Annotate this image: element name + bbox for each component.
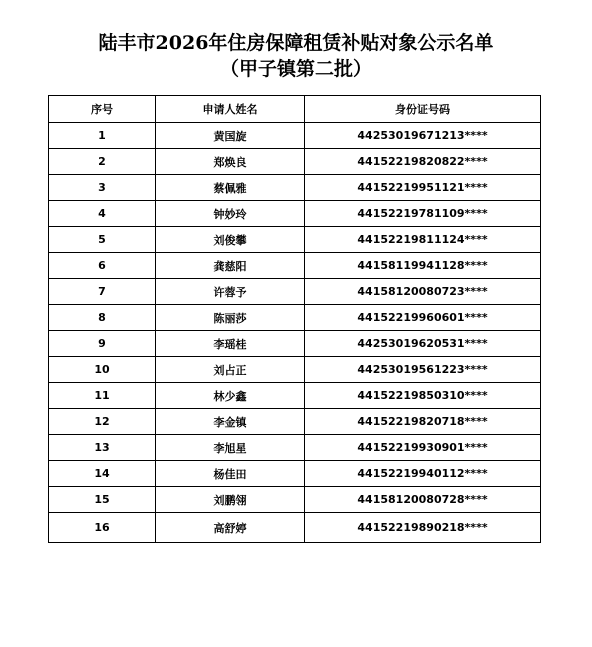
cell-serial-number: 8 — [49, 305, 156, 331]
page-title — [0, 30, 592, 82]
cell-applicant-name: 刘俊攀 — [156, 227, 305, 253]
cell-applicant-name: 刘鹏翎 — [156, 487, 305, 513]
cell-serial-number: 1 — [49, 123, 156, 149]
table-row — [49, 409, 541, 435]
cell-serial-number: 16 — [49, 513, 156, 543]
cell-id-number: 44158120080728**** — [305, 487, 541, 513]
cell-applicant-name: 李旭星 — [156, 435, 305, 461]
cell-id-number: 44152219781109**** — [305, 201, 541, 227]
cell-serial-number: 10 — [49, 357, 156, 383]
cell-serial-number: 4 — [49, 201, 156, 227]
cell-serial-number: 7 — [49, 279, 156, 305]
cell-serial-number: 11 — [49, 383, 156, 409]
cell-applicant-name: 钟妙玲 — [156, 201, 305, 227]
table-row — [49, 279, 541, 305]
cell-serial-number: 13 — [49, 435, 156, 461]
cell-applicant-name: 杨佳田 — [156, 461, 305, 487]
cell-id-number: 44152219820718**** — [305, 409, 541, 435]
cell-applicant-name: 龚慈阳 — [156, 253, 305, 279]
cell-id-number: 44152219951121**** — [305, 175, 541, 201]
title-line-1: 陆丰市2026年住房保障租赁补贴对象公示名单 — [98, 32, 494, 54]
cell-applicant-name: 高舒婷 — [156, 513, 305, 543]
table-row — [49, 149, 541, 175]
cell-id-number: 44152219811124**** — [305, 227, 541, 253]
roster-table — [48, 95, 541, 543]
cell-applicant-name: 蔡佩雅 — [156, 175, 305, 201]
cell-applicant-name: 许蓉予 — [156, 279, 305, 305]
cell-id-number: 44152219960601**** — [305, 305, 541, 331]
cell-id-number: 44152219890218**** — [305, 513, 541, 543]
table-row — [49, 331, 541, 357]
title-line-2: （甲子镇第二批） — [219, 58, 372, 80]
cell-id-number: 44158119941128**** — [305, 253, 541, 279]
table-row — [49, 383, 541, 409]
header-serial-number: 序号 — [49, 96, 156, 123]
cell-serial-number: 6 — [49, 253, 156, 279]
cell-serial-number: 3 — [49, 175, 156, 201]
table-row — [49, 513, 541, 543]
header-applicant-name: 申请人姓名 — [156, 96, 305, 123]
table-row — [49, 175, 541, 201]
table-row — [49, 461, 541, 487]
table-row — [49, 357, 541, 383]
table-body — [49, 123, 541, 543]
table-header-row — [49, 96, 541, 123]
table-row — [49, 487, 541, 513]
header-id-number: 身份证号码 — [305, 96, 541, 123]
cell-id-number: 44253019671213**** — [305, 123, 541, 149]
cell-id-number: 44158120080723**** — [305, 279, 541, 305]
cell-serial-number: 14 — [49, 461, 156, 487]
cell-id-number: 44152219940112**** — [305, 461, 541, 487]
cell-applicant-name: 黄国旋 — [156, 123, 305, 149]
cell-id-number: 44152219850310**** — [305, 383, 541, 409]
cell-applicant-name: 李瑶桂 — [156, 331, 305, 357]
table-row — [49, 201, 541, 227]
cell-applicant-name: 刘占正 — [156, 357, 305, 383]
cell-id-number: 44152219930901**** — [305, 435, 541, 461]
cell-serial-number: 2 — [49, 149, 156, 175]
cell-serial-number: 15 — [49, 487, 156, 513]
cell-serial-number: 12 — [49, 409, 156, 435]
table-row — [49, 435, 541, 461]
table-row — [49, 253, 541, 279]
cell-id-number: 44253019561223**** — [305, 357, 541, 383]
cell-applicant-name: 郑焕良 — [156, 149, 305, 175]
cell-serial-number: 5 — [49, 227, 156, 253]
table-row — [49, 123, 541, 149]
cell-serial-number: 9 — [49, 331, 156, 357]
cell-applicant-name: 林少鑫 — [156, 383, 305, 409]
table-row — [49, 227, 541, 253]
cell-id-number: 44253019620531**** — [305, 331, 541, 357]
cell-id-number: 44152219820822**** — [305, 149, 541, 175]
cell-applicant-name: 李金镇 — [156, 409, 305, 435]
table-row — [49, 305, 541, 331]
cell-applicant-name: 陈丽莎 — [156, 305, 305, 331]
